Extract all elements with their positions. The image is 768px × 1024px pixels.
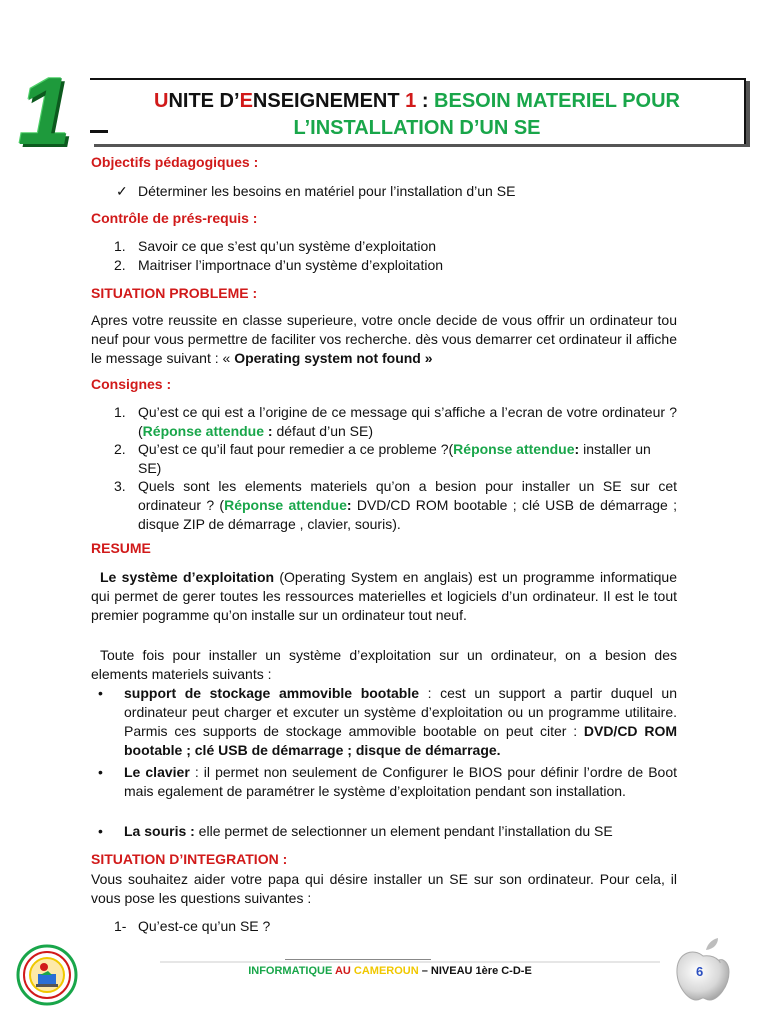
footer-band [160,961,660,963]
resume-paragraph-1: Le système d’exploitation (Operating System en anglais) est un programme informatique qui permet de gerer toutes les ressources materielles et logiciels d’un ordinateur. Il est le tout premier pogramme qu’on installe sur un ordinateur tout neuf. [91,569,677,623]
page-number: 6 [696,964,704,979]
consigne-item-3: 3. Quels sont les elements materiels qu’on a besion pour installer un SE sur cet ordinateur ? (Réponse attendue: DVD/CD ROM bootable ; clé USB de démarrage ; disque ZIP de démarrage , clavier, souris). [114,478,677,532]
resume-paragraph-2: Toute fois pour installer un système d’exploitation sur un ordinateur, on a besion des elements materiels suivants : [91,647,677,682]
prerequis-heading: Contrôle de prés-requis : [91,210,258,226]
resume-bullet-1: • support de stockage ammovible bootable : cest un support a partir duquel un ordinateur peut charger et excuter un système d’exploitation ou un programme utilitaire. Parmis ces supports de stockage ammovible bootable on peut citer : DVD/CD ROM bootable ; clé USB de démarrage ; disque de démarrage. [98,685,677,758]
situation-heading: SITUATION PROBLEME : [91,285,258,301]
footer-text: INFORMATIQUE AU CAMEROUN – NIVEAU 1ère C-D-E [248,965,532,977]
prerequis-item-2: 2. Maitriser l’importnace d’un système d’exploitation [114,257,444,273]
resume-bullet-3: • La souris : elle permet de selectionner un element pendant l’installation du SE [98,823,613,839]
title-underscore [90,130,108,133]
integration-question-1: 1- Qu’est-ce qu’un SE ? [114,918,271,934]
footer-rule [285,959,431,960]
objectifs-heading: Objectifs pédagogiques : [91,154,259,170]
title-box [90,78,746,144]
resume-bullet-2: • Le clavier : il permet non seulement de Configurer le BIOS pour définir l’ordre de Boot mais egalement de paramétrer le système d’exploitation pendant son installation. [98,764,677,799]
page-title-line2: L’INSTALLATION D’UN SE [293,117,541,139]
situation-text: Apres votre reussite en classe superieure, votre oncle decide de vous offrir un ordinateur tou neuf pour vous permettre de faciliter vos recherche. dès vous demarrer cet ordinateur il affiche le message suivant : « Operating system not found » [91,312,677,366]
consigne-item-2: 2. Qu’est ce qu’il faut pour remedier a ce probleme ?(Réponse attendue: installer un SE) [114,441,651,476]
consignes-heading: Consignes : [91,376,172,392]
unit-number-badge: 1 [18,58,72,165]
school-logo [16,944,78,1006]
check-icon: ✓ [116,183,128,199]
consigne-item-1: 1. Qu’est ce qui est a l’origine de ce message qui s’affiche a l’ecran de votre ordinateur ? (Réponse attendue : défaut d’un SE) [114,404,677,439]
objectif-item: ✓ Déterminer les besoins en matériel pour l’installation d’un SE [116,183,516,199]
prerequis-item-1: 1. Savoir ce que s’est qu’un système d’exploitation [114,238,437,254]
resume-heading: RESUME [91,540,151,556]
apple-icon [672,936,734,1004]
integration-heading: SITUATION D’INTEGRATION : [91,851,288,867]
integration-text: Vous souhaitez aider votre papa qui désire installer un SE sur son ordinateur. Pour cela, il vous pose les questions suivantes : [91,871,677,906]
page-title-line1: UNITE D’ENSEIGNEMENT 1 : BESOIN MATERIEL POUR [153,90,681,112]
